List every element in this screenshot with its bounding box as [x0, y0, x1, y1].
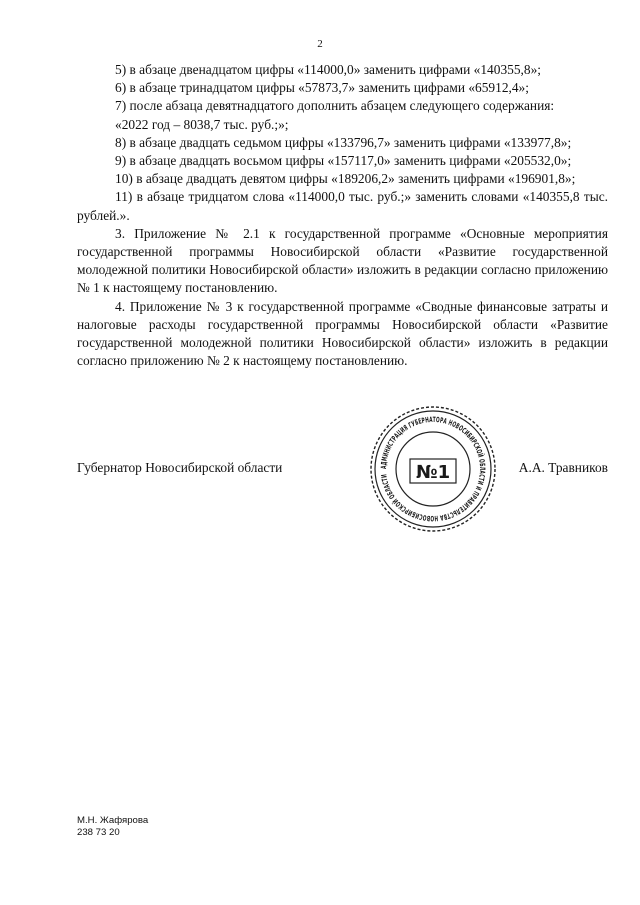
official-seal-stamp	[368, 404, 498, 534]
seal-ring-text: АДМИНИСТРАЦИЯ ГУБЕРНАТОРА НОВОСИБИРСКОЙ ОБЛАСТИ И ПРАВИТЕЛЬСТВА НОВОСИБИРСКОЙ ОБЛАСТИ	[378, 414, 488, 524]
executor-phone: 238 73 20	[77, 827, 120, 838]
paragraph-clause-4: 4. Приложение № 3 к государственной программе «Сводные финансовые затраты и налоговые расходы государственной программы Новосибирской области «Развитие государственной молодежной политики Новосибирской области» изложить в редакции согласно приложению № 2 к настоящему постановлению.	[77, 298, 608, 369]
executor-name: М.Н. Жафярова	[77, 815, 149, 826]
signatory-position: Губернатор Новосибирской области	[77, 460, 283, 475]
seal-number: №1	[415, 462, 451, 483]
paragraph-item-8: 8) в абзаце двадцать седьмом цифры «133796,7» заменить цифрами «133977,8»;	[115, 134, 572, 150]
document-body	[77, 61, 608, 370]
page-number: 2	[317, 38, 323, 50]
seal-graphic	[368, 404, 498, 534]
paragraph-quote-2022: «2022 год – 8038,7 тыс. руб.;»;	[115, 116, 289, 132]
paragraph-item-10: 10) в абзаце двадцать девятом цифры «189206,2» заменить цифрами «196901,8»;	[115, 171, 576, 187]
signatory-name: А.А. Травников	[518, 460, 608, 475]
paragraph-item-5: 5) в абзаце двенадцатом цифры «114000,0» заменить цифрами «140355,8»;	[115, 62, 541, 77]
paragraph-clause-3: 3. Приложение № 2.1 к государственной программе «Основные мероприятия государственной программы Новосибирской области «Развитие государственной молодежной политики Новосибирской области» изложить в редакции согласно приложению № 1 к настоящему постановлению.	[77, 225, 608, 296]
paragraph-item-11: 11) в абзаце тридцатом слова «114000,0 тыс. руб.;» заменить словами «140355,8 тыс. рублей.».	[77, 189, 608, 223]
paragraph-item-9: 9) в абзаце двадцать восьмом цифры «157117,0» заменить цифрами «205532,0»;	[115, 153, 572, 169]
paragraph-item-7: 7) после абзаца девятнадцатого дополнить абзацем следующего содержания:	[115, 98, 555, 114]
paragraph-item-6: 6) в абзаце тринадцатом цифры «57873,7» заменить цифрами «65912,4»;	[115, 80, 529, 96]
executor-info	[77, 815, 148, 839]
